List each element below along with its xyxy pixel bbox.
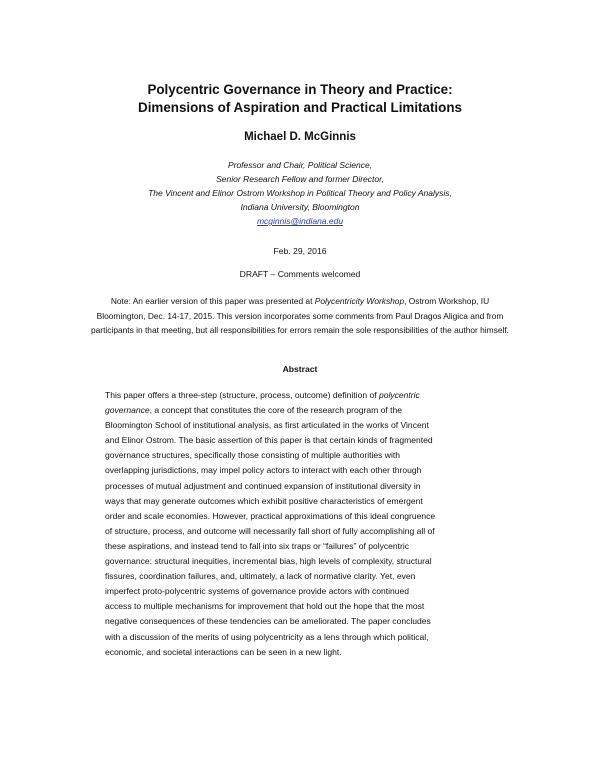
note-text: , Ostrom Workshop, IU [404,296,490,306]
note-line-3: participants in that meeting, but all responsibilities for errors remain the sole responsibilities of the author himself. [90,325,510,336]
abstract-line: these aspirations, and instead tend to fall into six traps or “failures” of polycentric [105,540,410,551]
note-line-2: Bloomington, Dec. 14-17, 2015. This version incorporates some comments from Paul Dragos Aligica and from [96,310,504,321]
abstract-line: negative consequences of these tendencies can be ameliorated. The paper concludes [105,616,431,627]
abstract-line: fissures, coordination failures, and, ultimately, a lack of normative clarity. Yet, even [105,571,416,582]
affiliation-line-3: The Vincent and Elinor Ostrom Workshop in Political Theory and Policy Analysis, [148,188,452,198]
abstract-line: economic, and societal interactions can be seen in a new light. [105,646,342,657]
author-email-row [40,214,560,228]
abstract-line: Bloomington School of institutional analysis, as first articulated in the works of Vincent [105,420,429,431]
author-name: Michael D. McGinnis [244,131,356,143]
abstract-line: overlapping jurisdictions, may impel policy actors to interact with each other through [105,465,422,476]
abstract-line: access to multiple mechanisms for improvement that hold out the hope that the most [105,601,425,612]
paper-title-line-2: Dimensions of Aspiration and Practical Limitations [138,100,462,115]
presentation-note [66,294,534,338]
abstract-line: processes of mutual adjustment and continued expansion of institutional diversity in [105,480,421,491]
draft-notice: DRAFT – Comments welcomed [239,269,361,279]
abstract-heading: Abstract [282,364,318,374]
abstract-emphasis: polycentric [378,390,420,400]
abstract-line: order and scale economies. However, practical approximations of this ideal congruence [105,510,436,521]
abstract-text: This paper offers a three-step (structure, process, outcome) definition of [105,390,379,400]
abstract-body [105,388,497,660]
abstract-line: with a discussion of the merits of using polycentricity as a lens through which political, [105,631,429,642]
affiliation-line-4: Indiana University, Bloomington [240,202,360,212]
abstract-line: and Elinor Ostrom. The basic assertion of this paper is that certain kinds of fragmented [105,435,433,446]
note-text: Note: An earlier version of this paper was presented at [110,296,315,306]
author-email-link[interactable]: mcginnis@indiana.edu [256,216,344,226]
paper-date: Feb. 29, 2016 [273,246,327,256]
abstract-emphasis: governance [105,405,150,416]
paper-title-line-1: Polycentric Governance in Theory and Practice: [147,82,453,97]
abstract-line: imperfect proto-polycentric systems of governance provide actors with continued [105,586,410,597]
abstract-line: governance structures, specifically those consisting of multiple authorities with [105,450,401,461]
affiliation-line-1: Professor and Chair, Political Science, [227,160,373,170]
abstract-line [105,403,497,418]
abstract-line [105,388,497,403]
abstract-line: ways that may generate outcomes which exhibit positive characteristics of emergent [105,495,423,506]
abstract-line: governance: structural inequities, incremental bias, high levels of complexity, structural [105,556,432,567]
abstract-line: of structure, process, and outcome will necessarily fall short of fully accomplishing all of [105,525,435,536]
abstract-text: , a concept that constitutes the core of the research program of the [149,405,402,416]
affiliation-line-2: Senior Research Fellow and former Director, [216,174,384,184]
note-workshop-name: Polycentricity Workshop [314,296,405,306]
note-line-1 [111,296,489,306]
